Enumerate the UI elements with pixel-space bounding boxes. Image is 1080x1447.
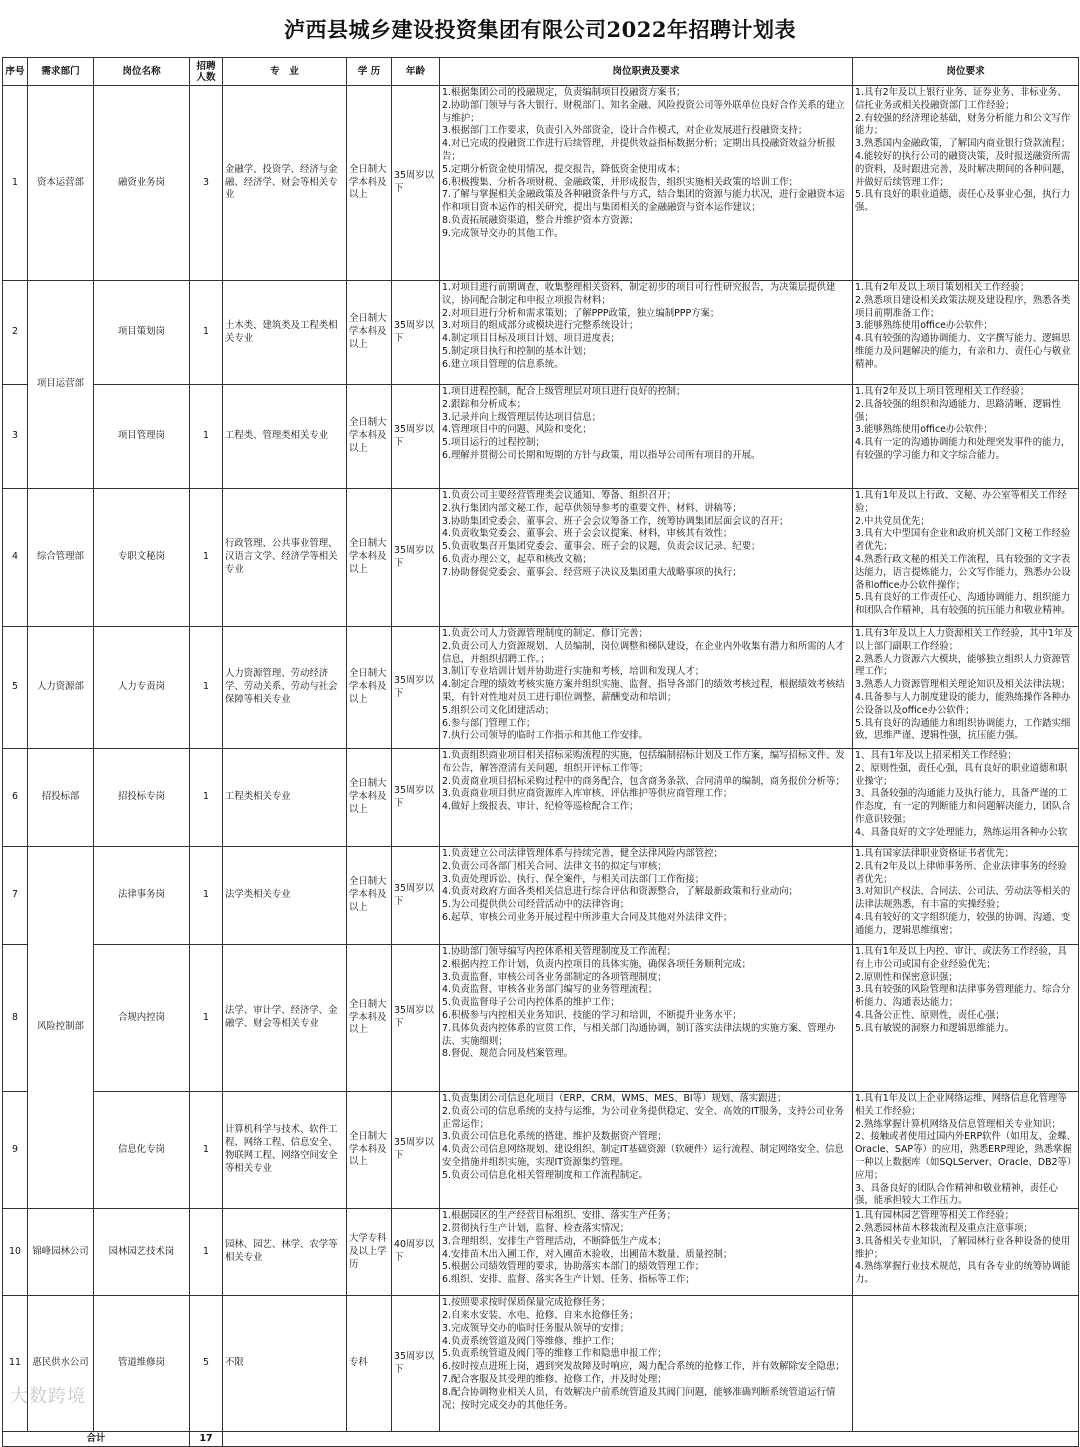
duty-line: 6.建立项目管理的信息系统。 — [442, 358, 564, 370]
cell-position: 园林园艺技术岗 — [94, 1209, 190, 1296]
duty-line: 4.对已完成的投融资工作进行后续管理，并提供效益指标数据分析；定期出具投融资效益分析报告； — [442, 138, 836, 162]
duty-line: 4.负责公司信息网络规划、建设组织、制定IT基础资源（软硬件）运行流程、制定网络安全、信息安全措施并组织实施，实现IT资源集约管理。 — [442, 1144, 844, 1168]
page-title: 泸西县城乡建设投资集团有限公司2022年招聘计划表 — [284, 17, 796, 42]
cell-seq: 2 — [3, 281, 28, 385]
cell-major: 工程类相关专业 — [223, 749, 347, 847]
duty-line: 1.负责公司人力资源管理制度的制定、修订完善； — [442, 628, 648, 639]
requirement-line: 4.具有较强的沟通协调能力、文字撰写能力、逻辑思维能力及问题解决的能力，有亲和力、责任心与敬业精神。 — [855, 333, 1071, 370]
requirement-line: 1.具有国家法律职业资格证书者优先； — [855, 848, 1014, 859]
recruitment-table — [2, 57, 1079, 1447]
cell-count: 1 — [190, 489, 223, 627]
requirement-line: 3、具备较强的沟通能力及执行能力，具备严谨的工作态度，有一定的判断能力和问题解决能力，团队合作意识较强； — [855, 788, 1071, 825]
table-row — [3, 385, 1079, 489]
header-requirements: 岗位要求 — [853, 58, 1079, 86]
duty-line: 3.负责商业项目供应商资源库入库审核、评估维护等供应商管理工作； — [442, 788, 733, 800]
duty-line: 6.参与部门管理工作； — [442, 717, 536, 729]
duty-line: 1.负责集团公司信息化项目（ERP、CRM、WMS、MES、BI等）规划、落实跟进； — [442, 1093, 787, 1104]
cell-requirements — [853, 86, 1079, 281]
cell-count: 3 — [190, 86, 223, 281]
cell-seq: 6 — [3, 749, 28, 847]
duty-line: 3.记录并向上级管理层传达项目信息； — [442, 411, 601, 423]
requirement-line: 4.熟悉行政文秘的相关工作流程，具有较强的文字表达能力，语言提炼能力，公文写作能力，熟悉办公设备和office办公软件操作； — [855, 553, 1071, 591]
cell-seq: 10 — [3, 1209, 28, 1296]
duty-line: 4.制定项目目标及项目计划、项目进度表； — [442, 333, 620, 345]
requirement-line: 1.具有2年及以上银行业务、证券业务、非标业务、信托业务或相关投融资部门工作经验； — [855, 87, 1067, 111]
cell-age: 35周岁以下 — [392, 489, 440, 627]
cell-position: 融资业务岗 — [94, 86, 190, 281]
cell-duties — [440, 489, 853, 627]
duty-line: 1.按照要求按时保质保量完成抢修任务； — [442, 1297, 611, 1309]
cell-seq: 7 — [3, 847, 28, 945]
cell-seq: 4 — [3, 489, 28, 627]
cell-position: 人力专责岗 — [94, 627, 190, 749]
duty-line: 1.协助部门领导编写内控体系相关管理制度及工作流程； — [442, 946, 676, 957]
header-dept: 需求部门 — [28, 58, 94, 86]
requirement-line: 4.具有一定的沟通协调能力和处理突发事件的能力，有较强的学习能力和文字综合能力。 — [855, 437, 1071, 461]
cell-major: 土木类、建筑类及工程类相关专业 — [223, 281, 347, 385]
cell-position: 法律事务岗 — [94, 847, 190, 945]
requirement-line: 5.具有良好的职业道德，责任心及事业心强，执行力强。 — [855, 189, 1071, 214]
duty-line: 2.负责商业项目招标采购过程中的商务配合，包含商务条款、合同清单的编制，商务报价分析等； — [442, 775, 845, 787]
duty-line: 5.制定项目执行和控制的基本计划； — [442, 345, 592, 357]
cell-age: 35周岁以下 — [392, 1296, 440, 1432]
cell-age: 35周岁以下 — [392, 749, 440, 847]
duty-line: 4.管理项目中的问题、风险和变化； — [442, 424, 592, 436]
requirement-line: 3.对知识产权法、合同法、公司法、劳动法等相关的法律法规熟悉，有丰富的实操经验； — [855, 886, 1071, 911]
cell-age: 35周岁以下 — [392, 86, 440, 281]
cell-major: 金融学、投资学、经济与金融、经济学、财会等相关专业 — [223, 86, 347, 281]
duty-line: 6.理解并贯彻公司长期和短期的方针与政策，用以指导公司所有项目的开展。 — [442, 449, 761, 461]
cell-count: 1 — [190, 847, 223, 945]
table-row — [3, 1209, 1079, 1296]
cell-duties — [440, 385, 853, 489]
header-age: 年龄 — [392, 58, 440, 86]
duty-line: 3.负责公司信息化系统的搭建、维护及数据资产管理； — [442, 1131, 667, 1143]
table-row — [3, 281, 1079, 385]
duty-line: 3.合理组织、安排生产管理活动，不断降低生产成本； — [442, 1235, 667, 1247]
header-position: 岗位名称 — [94, 58, 190, 86]
cell-education: 全日制大学本科及以上 — [347, 86, 392, 281]
cell-seq: 11 — [3, 1296, 28, 1432]
duty-line: 5.为公司提供供公司经营活动中的法律咨询； — [442, 899, 630, 911]
cell-duties — [440, 847, 853, 945]
requirement-line: 3.具备相关专业知识，了解园林行业各种设备的使用维护； — [855, 1235, 1071, 1260]
table-body — [3, 86, 1079, 1447]
cell-requirements — [853, 627, 1079, 749]
requirement-line: 3.熟悉国内金融政策，了解国内商业银行贷款流程； — [855, 138, 1071, 150]
table-row — [3, 847, 1079, 945]
header-education: 学 历 — [347, 58, 392, 86]
cell-age: 35周岁以下 — [392, 945, 440, 1092]
requirement-line: 1.具有2年及以上项目管理相关工作经验； — [855, 386, 1030, 397]
cell-education: 全日制大学本科及以上 — [347, 1092, 392, 1209]
cell-requirements — [853, 1209, 1079, 1296]
cell-dept: 项目运营部 — [28, 281, 94, 489]
duty-line: 5.项目运行的过程控制； — [442, 437, 545, 449]
cell-dept: 资本运营部 — [28, 86, 94, 281]
cell-age: 35周岁以下 — [392, 385, 440, 489]
cell-dept: 惠民供水公司 — [28, 1296, 94, 1432]
requirement-line: 3、具备良好的团队合作精神和敬业精神，责任心强，能承担较大工作压力。 — [855, 1182, 1058, 1207]
cell-age: 35周岁以下 — [392, 627, 440, 749]
requirement-line: 2.熟悉人力资源六大模块，能够独立组织人力资源管理工作； — [855, 653, 1071, 678]
requirement-line: 1.具有1年及以上企业网络运维、网络信息化管理等相关工作经验； — [855, 1093, 1067, 1117]
cell-count: 1 — [190, 385, 223, 489]
duty-line: 1.负责建立公司法律管理体系与持续完善，健全法律风险内部管控； — [442, 848, 723, 859]
cell-requirements — [853, 945, 1079, 1092]
cell-education: 专科 — [347, 1296, 392, 1432]
duty-line: 4.负责监督、审核各业务部门编写的业务管理流程； — [442, 984, 658, 996]
cell-count: 1 — [190, 749, 223, 847]
duty-line: 6.积极搜集、分析各项财税、金融政策，并形成报告，组织实施相关政策的培训工作； — [442, 176, 798, 188]
cell-dept: 招投标部 — [28, 749, 94, 847]
requirement-line: 4.具有较好的文字组织能力，较强的协调、沟通、变通能力，逻辑思维缜密； — [855, 911, 1071, 936]
cell-dept: 人力资源部 — [28, 627, 94, 749]
cell-age: 35周岁以下 — [392, 847, 440, 945]
cell-education: 全日制大学本科及以上 — [347, 749, 392, 847]
cell-education: 全日制大学本科及以上 — [347, 281, 392, 385]
duty-line: 8.配合协调物业相关人员，有效解决户前系统管道及其阀门问题，能够准确判断系统管道运行情况；按时完成交办的其他任务。 — [442, 1386, 836, 1411]
cell-duties — [440, 627, 853, 749]
table-row — [3, 945, 1079, 1092]
duty-line: 5.负责系统管道及阀门等的维修工作和隐患申报工作； — [442, 1348, 667, 1360]
requirement-line: 3.熟悉人力资源管理相关理论知识及相关法律法规；4.具备参与人力制度建设的能力，能熟练操作各种办公设备以及office办公软件； — [855, 679, 1071, 716]
duty-line: 7.执行公司领导的临时工作指示和其他工作安排。 — [442, 730, 648, 742]
table-row — [3, 1092, 1079, 1209]
cell-duties — [440, 749, 853, 847]
table-row — [3, 489, 1079, 627]
cell-seq: 5 — [3, 627, 28, 749]
table-row — [3, 1296, 1079, 1432]
duty-line: 1.根据集团公司的投融规定，负责编制项目投融资方案书； — [442, 87, 686, 98]
requirement-line: 2、接触或者使用过国内外ERP软件（如用友、金蝶、Oracle、SAP等）的应用，熟悉ERP理论，熟悉掌握一种以上数据库（如SQLServer、Oracle、DB2等）应用； — [855, 1131, 1076, 1181]
requirement-line: 1.具有1年及以上行政、文秘、办公室等相关工作经验； — [855, 490, 1067, 514]
cell-position: 项目策划岗 — [94, 281, 190, 385]
cell-major: 园林、园艺、林学、农学等相关专业 — [223, 1209, 347, 1296]
duty-line: 1.项目进程控制，配合上级管理层对项目进行良好的控制； — [442, 386, 686, 397]
cell-major: 工程类、管理类相关专业 — [223, 385, 347, 489]
cell-dept: 风险控制部 — [28, 847, 94, 1209]
duty-line: 2.对项目进行分析和需求策划；了解PPP政策，独立编制PPP方案； — [442, 307, 720, 319]
duty-line: 3.根据部门工作要求，负责引入外部资金，设计合作模式，对企业发展进行投融资支持； — [442, 125, 808, 137]
duty-line: 9.完成领导交办的其他工作。 — [442, 227, 564, 239]
duty-line: 6.负责办理公文，起草和核改文稿； — [442, 553, 592, 565]
requirement-line: 4、具备良好的文字处理能力，熟练运用各种办公软 — [855, 826, 1068, 838]
header-duties: 岗位职责及要求 — [440, 58, 853, 86]
cell-requirements — [853, 489, 1079, 627]
cell-position: 管道维修岗 — [94, 1296, 190, 1432]
cell-education: 大学专科及以上学历 — [347, 1209, 392, 1296]
duty-line: 1.根据园区的生产经营目标组织、安排、落实生产任务； — [442, 1210, 676, 1222]
table-row — [3, 749, 1079, 847]
duty-line: 2.协助部门领导与各大银行、财税部门、知名金融、风险投资公司等外联单位良好合作关系的建立与维护； — [442, 99, 845, 124]
cell-education: 全日制大学本科及以上 — [347, 627, 392, 749]
cell-age: 35周岁以下 — [392, 281, 440, 385]
requirement-line: 4.熟练掌握行业技术规范，具有各专业的统筹协调能力。 — [855, 1261, 1071, 1286]
cell-position: 项目管理岗 — [94, 385, 190, 489]
cell-requirements — [853, 1092, 1079, 1209]
requirement-line: 2.熟悉项目建设相关政策法规及建设程序，熟悉各类项目前期准备工作； — [855, 294, 1071, 319]
duty-line: 5.根据公司绩效管理的要求，协助落实本部门的绩效管理工作； — [442, 1261, 705, 1273]
cell-duties — [440, 1296, 853, 1432]
requirement-line: 2.具有2年及以上律师事务所、企业法律事务的经验者优先； — [855, 860, 1067, 885]
cell-count: 1 — [190, 627, 223, 749]
table-row — [3, 86, 1079, 281]
total-label: 合计 — [3, 1432, 190, 1447]
duty-line: 6.按时按点进班上岗，遇到突发故障及时响应，竭力配合系统的抢修工作，并有效解除安全隐患； — [442, 1361, 845, 1373]
cell-duties — [440, 1092, 853, 1209]
cell-duties — [440, 86, 853, 281]
requirement-line: 2.原则性和保密意识强； — [855, 971, 958, 983]
duty-line: 2.负责公司人力资源规划、人员编制，岗位调整和梯队建设，在企业内外收集有潜力和所需的人才信息，并组织招聘工作。； — [442, 640, 845, 665]
watermark: 大数跨境 — [10, 1386, 86, 1407]
cell-position: 招投标专岗 — [94, 749, 190, 847]
requirement-line: 2.熟练掌握计算机网络及信息管理相关专业知识； — [855, 1118, 1061, 1130]
duty-line: 2.跟踪和分析成本； — [442, 398, 526, 410]
cell-age: 40周岁以下 — [392, 1209, 440, 1296]
duty-line: 6.积极参与内控相关业务知识、技能的学习和培训，不断提升业务水平； — [442, 1009, 742, 1021]
duty-line: 4.做好上级报表、审计、纪检等巡检配合工作； — [442, 801, 639, 813]
requirement-line: 3.具有较强的风险管理和法律事务管理能力、综合分析能力、沟通表达能力； — [855, 984, 1071, 1009]
duty-line: 6.组织、安排、监督、落实各生产计划、任务、指标等工作； — [442, 1274, 695, 1286]
cell-dept: 锦峰园林公司 — [28, 1209, 94, 1296]
header-count: 招聘人数 — [190, 58, 223, 86]
cell-count: 1 — [190, 945, 223, 1092]
duty-line: 5.负责公司信息化相关管理制度和工作流程制定。 — [442, 1169, 648, 1181]
duty-line: 1.负责组织商业项目相关招标采购流程的实施，包括编制招标计划及工作方案，编写招标文件、发布公告，解答澄清有关问题，组织开评标工作等； — [442, 750, 845, 774]
duty-line: 4.制定合理的绩效考核实施方案并组织实施、监督、指导各部门的绩效考核过程，根据绩效考核结果，有针对性地对员工进行职位调整、薪酬变动和培训； — [442, 679, 845, 703]
cell-count: 1 — [190, 1209, 223, 1296]
duty-line: 5.负责收集召开集团党委会、董事会、班子会的议题，负责会议记录、纪要； — [442, 541, 761, 553]
duty-line: 1.负责公司主要经营管理类会议通知、筹备、组织召开； — [442, 490, 676, 501]
duty-line: 2.根据内控工作计划，负责内控项目的具体实施，确保各项任务顺利完成； — [442, 958, 751, 970]
total-row — [3, 1432, 1079, 1447]
duty-line: 3.完成领导交办的临时任务服从领导的安排； — [442, 1322, 630, 1334]
requirement-line: 5.具有敏锐的洞察力和逻辑思维能力。 — [855, 1022, 1014, 1034]
duty-line: 3.协助集团党委会、董事会、班子会会议筹备工作，统筹协调集团层面会议的召开； — [442, 515, 789, 527]
requirement-line: 1.具有3年及以上人力资源相关工作经验，其中1年及以上部门副职工作经验； — [855, 628, 1073, 652]
cell-age: 35周岁以下 — [392, 1092, 440, 1209]
duty-line: 5.定期分析资金使用情况，提交报告，降低资金使用成本； — [442, 163, 686, 175]
cell-position: 专职文秘岗 — [94, 489, 190, 627]
duty-line: 4.负责收集党委会、董事会、班子会会议提案、材料，审核其有效性； — [442, 528, 733, 540]
cell-major: 法学类相关专业 — [223, 847, 347, 945]
requirement-line: 4.能较好的执行公司的融资决策，及时报送融资所需的资料，及时跟进完善，及时解决期间的各种问题，并做好后续管理工作； — [855, 150, 1071, 188]
cell-count: 1 — [190, 281, 223, 385]
requirement-line: 1.具有园林园艺管理等相关工作经验； — [855, 1210, 1014, 1222]
cell-requirements — [853, 385, 1079, 489]
cell-major: 不限 — [223, 1296, 347, 1432]
cell-seq: 9 — [3, 1092, 28, 1209]
cell-education: 全日制大学本科及以上 — [347, 489, 392, 627]
duty-line: 3.负责处理诉讼、执行、保全案件，与相关司法部门工作衔接； — [442, 873, 705, 885]
requirement-line: 1、具有1年及以上招采相关工作经验； — [855, 750, 1017, 761]
cell-education: 全日制大学本科及以上 — [347, 847, 392, 945]
requirement-line: 2.具备较强的组织和沟通能力、思路清晰、逻辑性强； — [855, 398, 1061, 423]
requirement-line: 3.具有大中型国有企业和政府机关部门文秘工作经验者优先； — [855, 528, 1071, 553]
cell-requirements — [853, 749, 1079, 847]
cell-requirements — [853, 1296, 1079, 1432]
requirement-line: 3.能够熟练使用office办公软件； — [855, 424, 993, 436]
duty-line: 3.制订专业培训计划并协助进行实施和考核，培训和发现人才； — [442, 666, 705, 678]
duty-line: 2.负责公司各部门相关合同、法律文书的拟定与审核； — [442, 860, 667, 872]
requirement-line: 1.具有2年及以上项目策划相关工作经验； — [855, 282, 1030, 293]
cell-position: 合规内控岗 — [94, 945, 190, 1092]
duty-line: 3.对项目的组成部分或模块进行完整系统设计； — [442, 320, 639, 332]
cell-seq: 1 — [3, 86, 28, 281]
total-blank — [223, 1432, 1079, 1447]
requirement-line: 5.具有良好的沟通能力和组织协调能力，工作踏实细致，思维严谨、逻辑性强，抗压能力强。 — [855, 717, 1071, 742]
cell-seq: 3 — [3, 385, 28, 489]
table-row — [3, 627, 1079, 749]
header-seq: 序号 — [3, 58, 28, 86]
duty-line: 8.负责拓展融资渠道，整合并维护资本方资源； — [442, 214, 639, 226]
duty-line: 5.组织公司文化团建活动； — [442, 704, 555, 716]
duty-line: 7.协助督促党委会、董事会、经营班子决议及集团重大战略事项的执行； — [442, 566, 742, 578]
cell-count: 5 — [190, 1296, 223, 1432]
requirement-line: 4.具备公正性、原则性，责任心强； — [855, 1009, 1005, 1021]
total-count: 17 — [190, 1432, 223, 1447]
duty-line: 8.督促、规范合同及档案管理。 — [442, 1048, 573, 1060]
duty-line: 5.负责监督母子公司内控体系的维护工作； — [442, 997, 620, 1009]
duty-line: 4.安排苗木出入圃工作，对入圃苗木验收，出圃苗木数量、质量控制； — [442, 1248, 733, 1260]
cell-major: 计算机科学与技术、软件工程、网络工程、信息安全、物联网工程、网络空间安全等相关专业 — [223, 1092, 347, 1209]
cell-major: 行政管理、公共事业管理、汉语言文学、经济学等相关专业 — [223, 489, 347, 627]
cell-major: 法学、审计学、经济学、金融学、财会等相关专业 — [223, 945, 347, 1092]
duty-line: 2.自来水安装、水电、抢修、自来水抢修任务； — [442, 1309, 639, 1321]
requirement-line: 2.中共党员优先； — [855, 515, 930, 527]
duty-line: 6.起草、审核公司业务开展过程中所涉重大合同及其他对外法律文件； — [442, 911, 733, 923]
duty-line: 3.负责监督、审核公司各业务部制定的各项管理制度； — [442, 971, 667, 983]
cell-dept: 综合管理部 — [28, 489, 94, 627]
cell-duties — [440, 281, 853, 385]
duty-line: 7.具体负责内控体系的宣贯工作，与相关部门沟通协调，制订落实法律法规的实施方案、管理办法、实施细则； — [442, 1022, 836, 1047]
cell-requirements — [853, 281, 1079, 385]
requirement-line: 1.具有1年及以上内控、审计、或法务工作经验，具有上市公司或国有企业经验优先； — [855, 946, 1067, 970]
requirement-line: 5.具有良好的工作责任心、沟通协调能力、组织能力和团队合作精神，具有较强的抗压能力和敬业精神。 — [855, 592, 1071, 617]
header-major: 专 业 — [223, 58, 347, 86]
duty-line: 1.对项目进行前期调查、收集整理相关资料，制定初步的项目可行性研究报告，为决策层提供建议，协同配合制定和申报立项报告材料； — [442, 282, 836, 306]
cell-seq: 8 — [3, 945, 28, 1092]
cell-duties — [440, 945, 853, 1092]
table-header-row — [3, 58, 1079, 86]
cell-major: 人力资源管理、劳动经济学、劳动关系、劳动与社会保障等相关专业 — [223, 627, 347, 749]
duty-line: 2.贯彻执行生产计划，监督、检查落实情况； — [442, 1222, 630, 1234]
cell-requirements — [853, 847, 1079, 945]
requirement-line: 2、原则性强，责任心强，具有良好的职业道德和职业操守； — [855, 762, 1068, 787]
duty-line: 2.执行集团内部文秘工作，起草供领导参考的重要文件、材料、讲稿等； — [442, 502, 742, 514]
duty-line: 7.配合客服及其受理的维修、抢修工作，并及时处理； — [442, 1373, 667, 1385]
cell-duties — [440, 1209, 853, 1296]
duty-line: 4.负责对政府方面各类相关信息进行综合评估和资源整合，了解最新政策和行业动向； — [442, 886, 798, 898]
cell-position: 信息化专岗 — [94, 1092, 190, 1209]
cell-education: 全日制大学本科及以上 — [347, 385, 392, 489]
requirement-line: 2.有较强的经济理论基础，财务分析能力和公文写作能力； — [855, 112, 1071, 137]
cell-count: 1 — [190, 1092, 223, 1209]
requirement-line: 2.熟悉园林苗木移栽流程及重点注意事项； — [855, 1222, 1033, 1234]
requirement-line: 3.能够熟练使用office办公软件； — [855, 320, 993, 332]
duty-line: 2.负责公司的信息系统的支持与运维，为公司业务提供稳定、安全、高效的IT服务，支持公司业务正常运作； — [442, 1105, 844, 1130]
duty-line: 7.了解与掌握相关金融政策及各种融资条件与方式，结合集团的资源与能力状况，进行金融资本运作和项目资本运作的相关研究，提出与集团相关的金融融资与资本运作建议； — [442, 189, 845, 214]
duty-line: 4.负责系统管道及阀门等维修、维护工作； — [442, 1335, 620, 1347]
cell-education: 全日制大学本科及以上 — [347, 945, 392, 1092]
